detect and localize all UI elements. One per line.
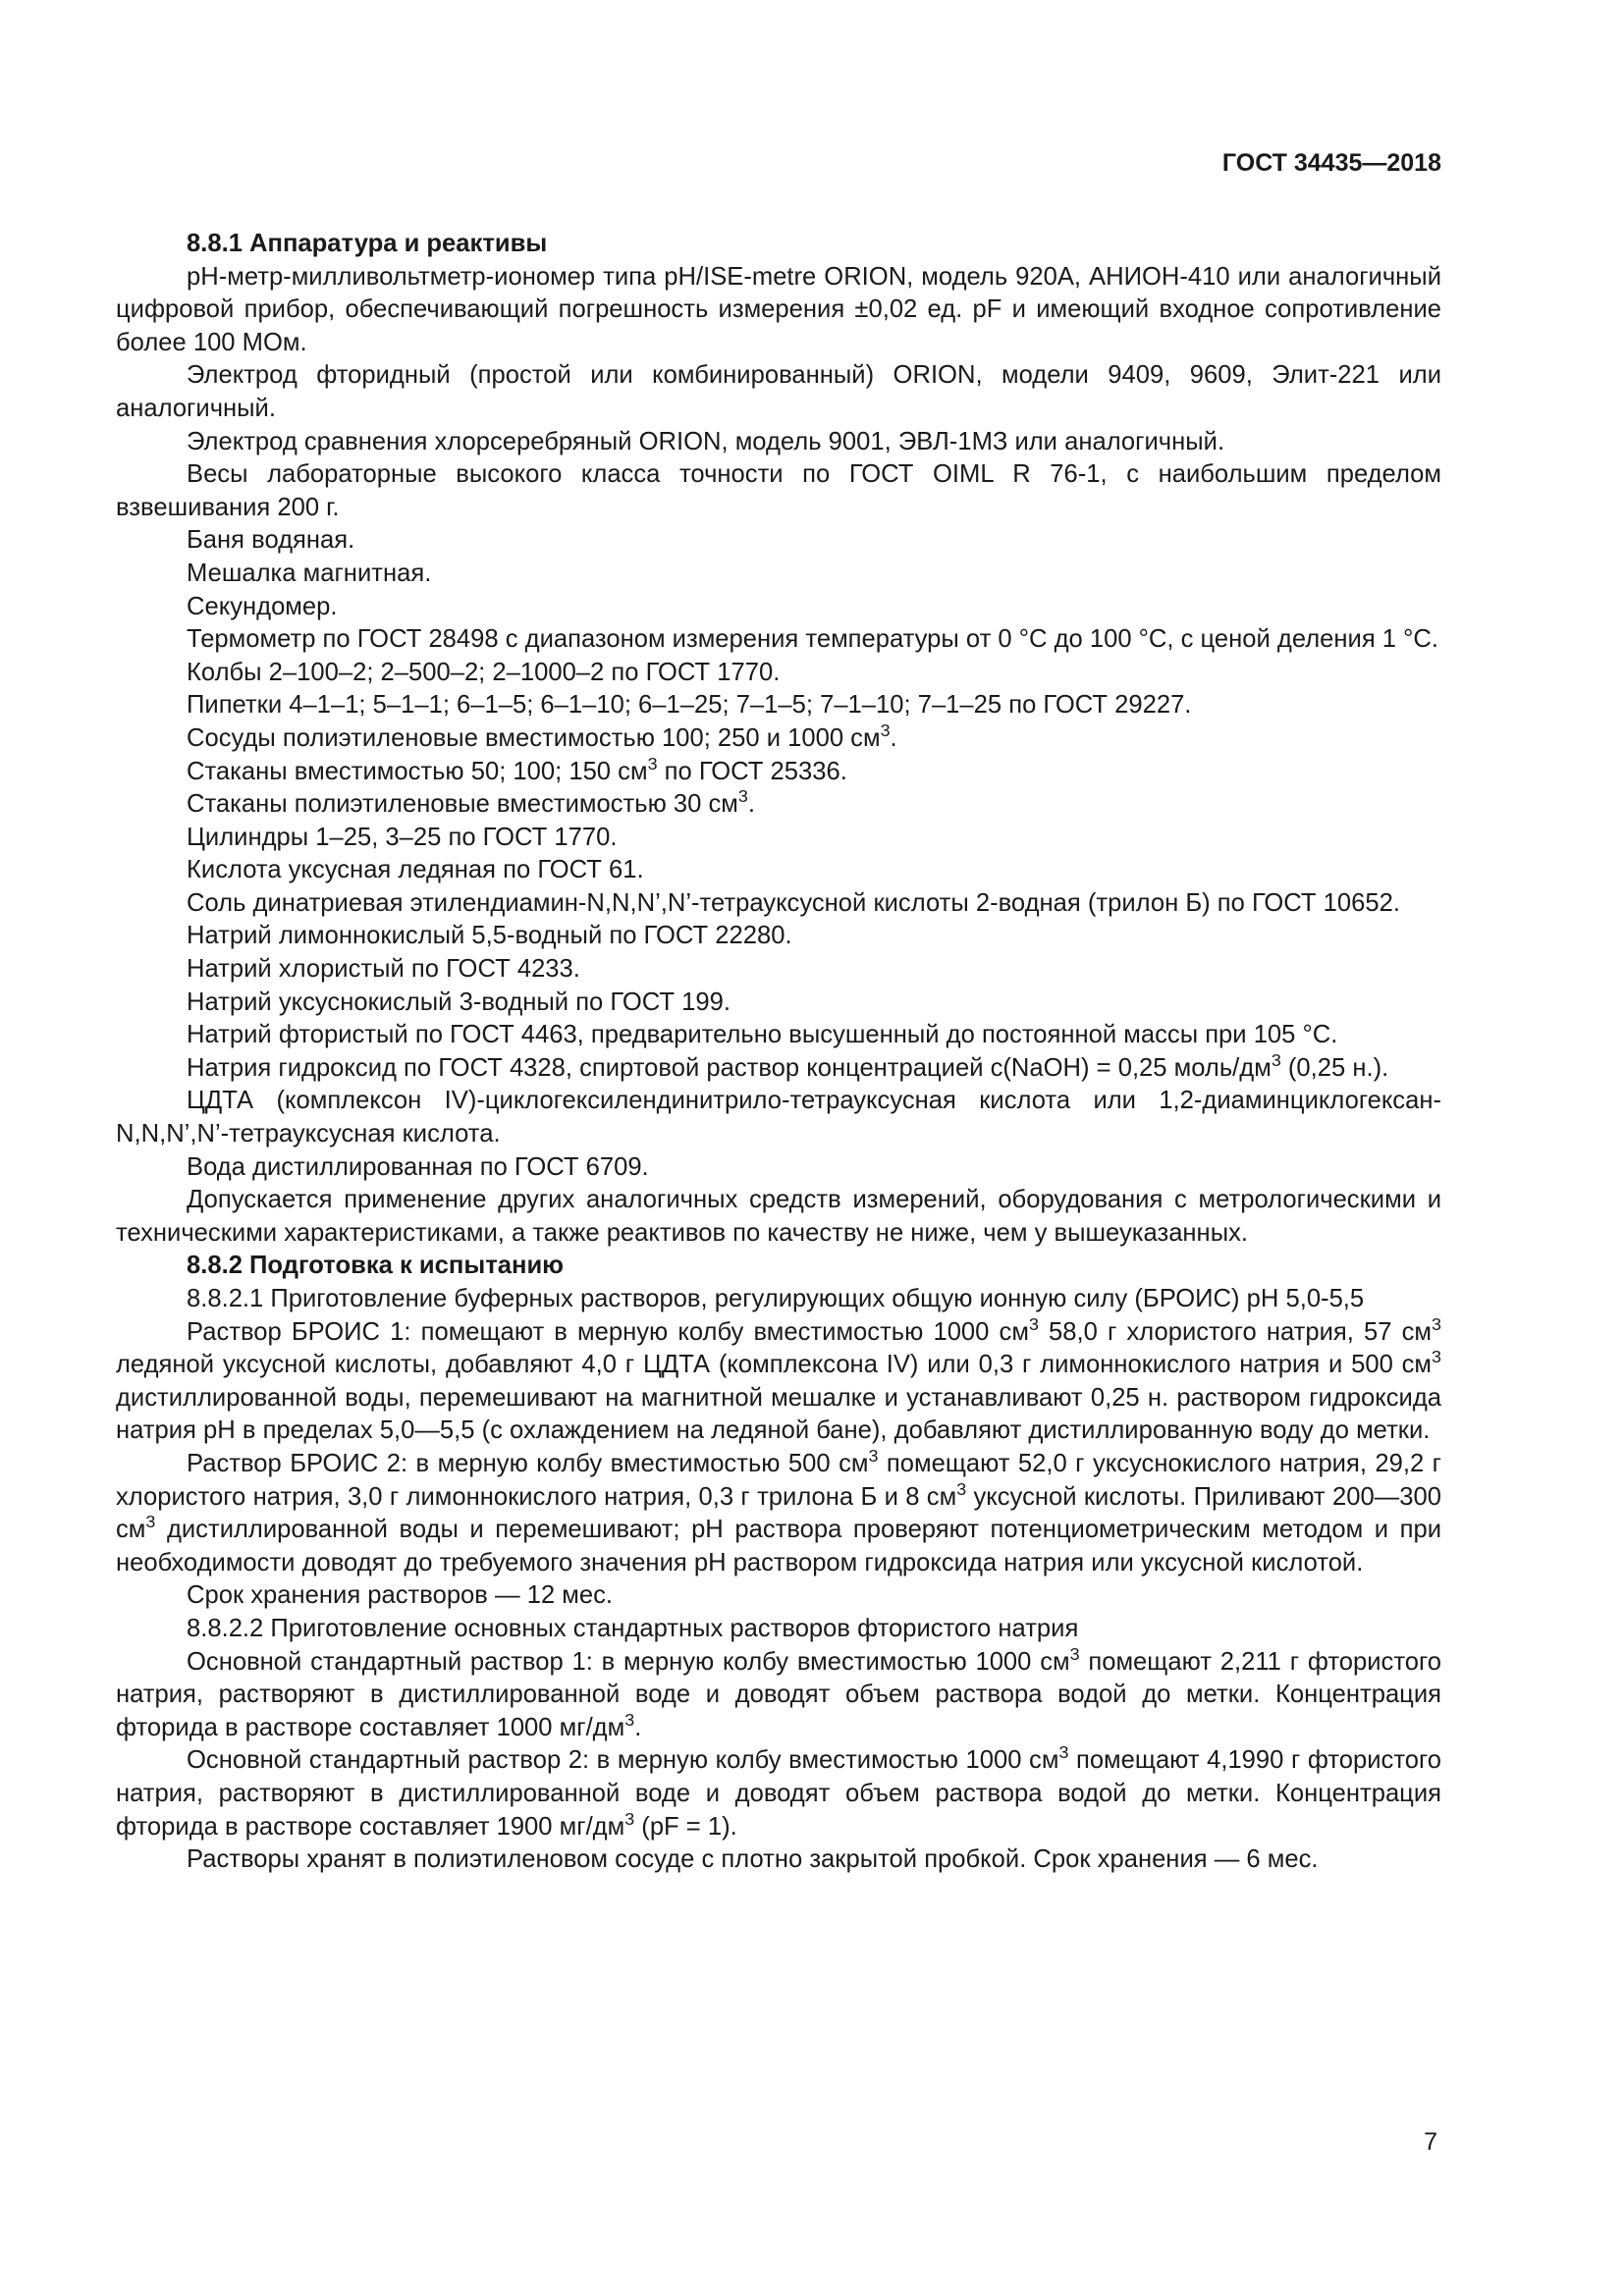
paragraph-text: Раствор БРОИС 2: в мерную колбу вместимостью 500 см [187, 1449, 869, 1477]
item-text: . [890, 723, 897, 752]
brois-2-paragraph [116, 1448, 1441, 1579]
page-body [116, 228, 1441, 1877]
superscript-exponent: 3 [1069, 1643, 1080, 1664]
page-number: 7 [1424, 2128, 1437, 2156]
subsection-heading-8-8-2-1: 8.8.2.1 Приготовление буферных растворов, регулирующих общую ионную силу (БРОИС) pH 5,0-5,5 [187, 1285, 1365, 1312]
reagent-item: Натрий хлористый по ГОСТ 4233. [187, 955, 580, 984]
paragraph-text: помещают 4,1990 г фтористого натрия, растворяют в дистиллированной воде и доводят объем раствора водой до метки. Концентрация фторида в растворе составляет 1900 мг/дм [116, 1746, 1442, 1841]
item-text: Стаканы полиэтиленовые вместимостью 30 см [187, 790, 738, 819]
stock-solution-2-paragraph [116, 1744, 1441, 1843]
equipment-item: Электрод сравнения хлорсеребряный ORION, модель 9001, ЭВЛ-1МЗ или аналогичный. [187, 427, 1225, 455]
equipment-item: Пипетки 4–1–1; 5–1–1; 6–1–5; 6–1–10; 6–1–25; 7–1–5; 7–1–10; 7–1–25 по ГОСТ 29227. [187, 691, 1192, 720]
superscript-exponent: 3 [145, 1512, 156, 1532]
section-heading-8-8-2: 8.8.2 Подготовка к испытанию [187, 1252, 565, 1280]
superscript-exponent: 3 [1028, 1313, 1039, 1334]
reagent-item: Вода дистиллированная по ГОСТ 6709. [187, 1152, 649, 1181]
paragraph-text: дистиллированной воды и перемешивают; pH раствора проверяют потенциометрическим методом и при необходимости доводят до требуемого значения pH раствором гидроксида натрия или уксусной кислотой. [116, 1516, 1441, 1576]
paragraph-text: Раствор БРОИС 1: помещают в мерную колбу вместимостью 1000 см [187, 1317, 1029, 1346]
paragraph-text: . [634, 1713, 642, 1741]
reagent-item: Натрий лимоннокислый 5,5-водный по ГОСТ 22280. [187, 922, 792, 950]
superscript-exponent: 3 [1271, 1050, 1281, 1070]
equipment-item: Термометр по ГОСТ 28498 с диапазоном измерения температуры от 0 °С до 100 °С, с ценой деления 1 °С. [187, 625, 1438, 654]
superscript-exponent: 3 [880, 721, 891, 741]
equipment-item [116, 788, 1441, 822]
equipment-item: Секундомер. [187, 592, 338, 620]
reagent-item: Кислота уксусная ледяная по ГОСТ 61. [187, 856, 644, 884]
equipment-item: Электрод фторидный (простой или комбинированный) ORION, модели 9409, 9609, Элит-221 или аналогичный. [116, 361, 1441, 422]
item-text: Сосуды полиэтиленовые вместимостью 100; 250 и 1000 см [187, 723, 881, 752]
equipment-item: Мешалка магнитная. [187, 559, 432, 587]
section-heading-8-8-1: 8.8.1 Аппаратура и реактивы [187, 230, 548, 257]
brois-1-paragraph [116, 1313, 1441, 1448]
paragraph-text: помещают 52,0 г уксуснокислого натрия, 29,2 г хлористого натрия, 3,0 г лимоннокислого натрия, 0,3 г трилона Б и 8 см [116, 1449, 1441, 1511]
superscript-exponent: 3 [1432, 1347, 1441, 1367]
paragraph-text: 58,0 г хлористого натрия, 57 см [1038, 1317, 1433, 1346]
document-code-header: ГОСТ 34435—2018 [1221, 149, 1441, 177]
paragraph-text: дистиллированной воды, перемешивают на магнитной мешалке и устанавливают 0,25 н. раствором гидроксида натрия pH в пределах 5,0—5,5 (с охлаждением на ледяной бане), добавляют дистиллированную воду до метки. [116, 1383, 1441, 1445]
paragraph-text: ледяной уксусной кислоты, добавляют 4,0 г ЦДТА (комплексона IV) или 0,3 г лимоннокислого натрия и 500 см [116, 1351, 1433, 1379]
superscript-exponent: 3 [868, 1446, 879, 1467]
paragraph-text: Основной стандартный раствор 1: в мерную колбу вместимостью 1000 см [187, 1647, 1070, 1676]
equipment-item: Баня водяная. [187, 526, 355, 555]
superscript-exponent: 3 [647, 753, 658, 774]
reagent-item [116, 1052, 1441, 1086]
equipment-item: Весы лабораторные высокого класса точности по ГОСТ OIML R 76-1, с наибольшим пределом взвешивания 200 г. [116, 460, 1441, 521]
superscript-exponent: 3 [1432, 1313, 1441, 1334]
item-text: . [747, 790, 755, 819]
paragraph-text: уксусной кислоты. Приливают 200—300 см [116, 1482, 1441, 1544]
reagent-item: ЦДТА (комплексон IV)-циклогексилендинитрило-тетрауксусная кислота или 1,2-диаминциклогексан-N,N,N’,N’-тетрауксусная кислота. [116, 1087, 1441, 1148]
paragraph-text: (pF = 1). [634, 1812, 737, 1841]
superscript-exponent: 3 [956, 1478, 967, 1499]
reagent-item: Цилиндры 1–25, 3–25 по ГОСТ 1770. [187, 823, 618, 851]
reagent-item: Натрий уксуснокислый 3-водный по ГОСТ 199. [187, 988, 731, 1016]
superscript-exponent: 3 [624, 1709, 635, 1730]
item-text: (0,25 н.). [1280, 1053, 1389, 1082]
substitution-note: Допускается применение других аналогичных средств измерений, оборудования с метрологическими и техническими характеристиками, а также реактивов по качеству не ниже, чем у вышеуказанных. [116, 1186, 1441, 1247]
superscript-exponent: 3 [737, 786, 748, 807]
paragraph-text: Основной стандартный раствор 2: в мерную колбу вместимостью 1000 см [187, 1746, 1059, 1775]
superscript-exponent: 3 [624, 1808, 635, 1829]
reagent-item: Натрий фтористый по ГОСТ 4463, предварительно высушенный до постоянной массы при 105 °С. [187, 1021, 1338, 1049]
equipment-item [116, 722, 1441, 756]
item-text: Натрия гидроксид по ГОСТ 4328, спиртовой раствор концентрацией с(NaOH) = 0,25 моль/дм [187, 1053, 1272, 1082]
superscript-exponent: 3 [1058, 1742, 1069, 1763]
subsection-heading-8-8-2-2: 8.8.2.2 Приготовление основных стандартных растворов фтористого натрия [187, 1614, 1079, 1642]
equipment-item: pH-метр-милливольтметр-иономер типа pH/ISE-metre ORION, модель 920A, АНИОН-410 или аналогичный цифровой прибор, обеспечивающий погрешность измерения ±0,02 ед. pF и имеющий входное сопротивление более 100 МОм. [116, 262, 1441, 356]
equipment-item [116, 753, 1441, 789]
stock-solution-1-paragraph [116, 1643, 1441, 1745]
item-text: по ГОСТ 25336. [657, 757, 847, 785]
buffer-storage-note: Срок хранения растворов — 12 мес. [187, 1581, 614, 1610]
equipment-item: Колбы 2–100–2; 2–500–2; 2–1000–2 по ГОСТ 1770. [187, 658, 781, 686]
stock-storage-note: Растворы хранят в полиэтиленовом сосуде с плотно закрытой пробкой. Срок хранения — 6 мес. [187, 1845, 1319, 1874]
reagent-item: Соль динатриевая этилендиамин-N,N,N’,N’-тетрауксусной кислоты 2-водная (трилон Б) по ГОСТ 10652. [187, 888, 1400, 917]
item-text: Стаканы вместимостью 50; 100; 150 см [187, 757, 648, 785]
paragraph-text: помещают 2,211 г фтористого натрия, растворяют в дистиллированной воде и доводят объем раствора водой до метки. Концентрация фторида в растворе составляет 1000 мг/дм [116, 1647, 1441, 1741]
